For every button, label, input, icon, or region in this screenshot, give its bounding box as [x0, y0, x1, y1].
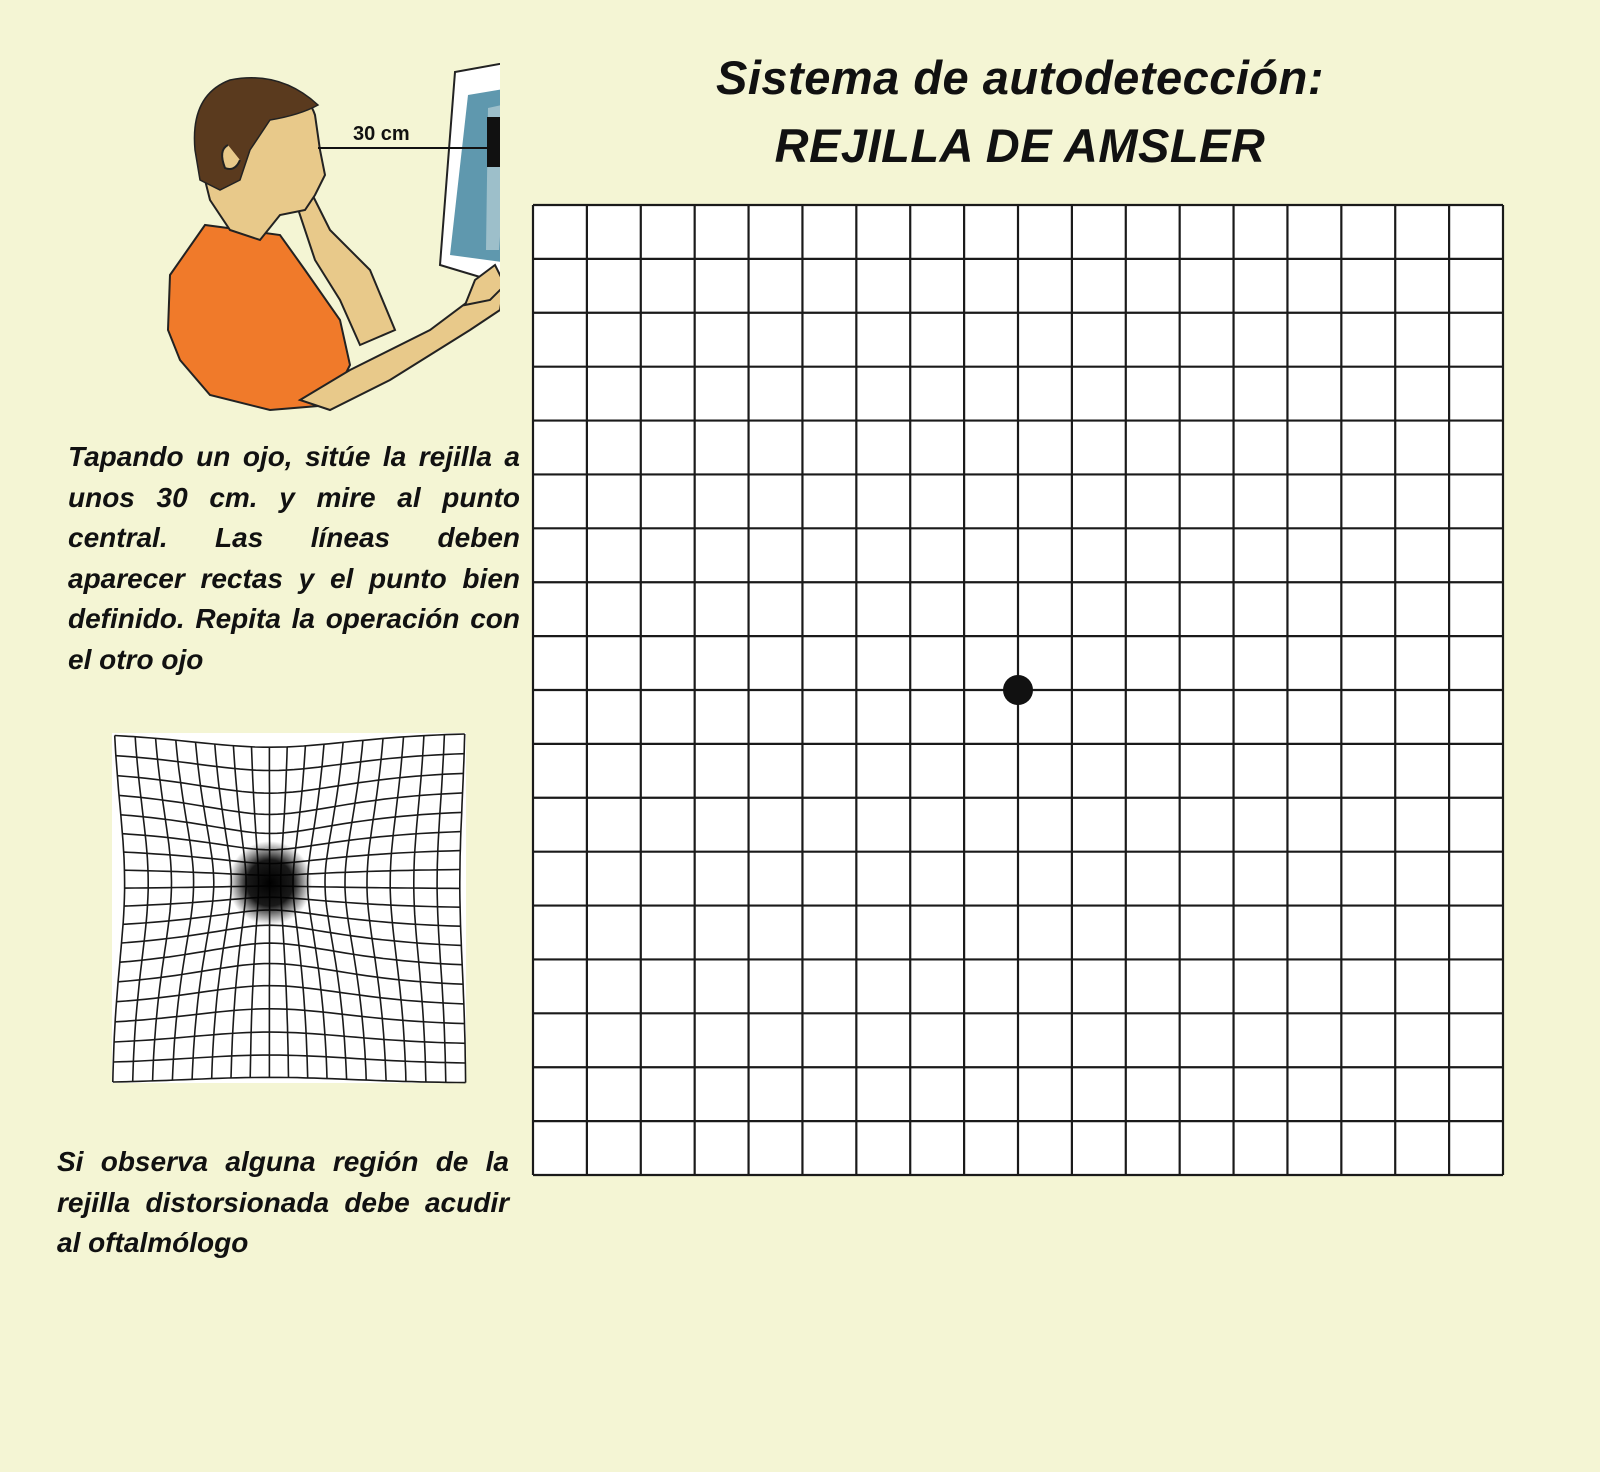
distance-label: 30 cm [353, 123, 410, 145]
reading-person-illustration [100, 40, 500, 420]
warning-text: Si observa alguna región de la rejilla distorsionada debe acudir al oftalmólogo [57, 1146, 509, 1258]
paper-target-box [487, 117, 500, 167]
instructions-text: Tapando un ojo, sitúe la rejilla a unos 30 cm. y mire al punto central. Las líneas deben aparecer rectas y el punto bien definido. Repita la operación con el otro ojo [68, 441, 520, 675]
center-fixation-dot [1003, 675, 1033, 705]
page-title: Sistema de autodetección: [716, 51, 1324, 104]
distorted-amsler-grid [110, 731, 470, 1087]
scotoma-blot [228, 841, 312, 925]
page-subtitle: REJILLA DE AMSLER [774, 119, 1266, 172]
amsler-grid [531, 203, 1505, 1177]
